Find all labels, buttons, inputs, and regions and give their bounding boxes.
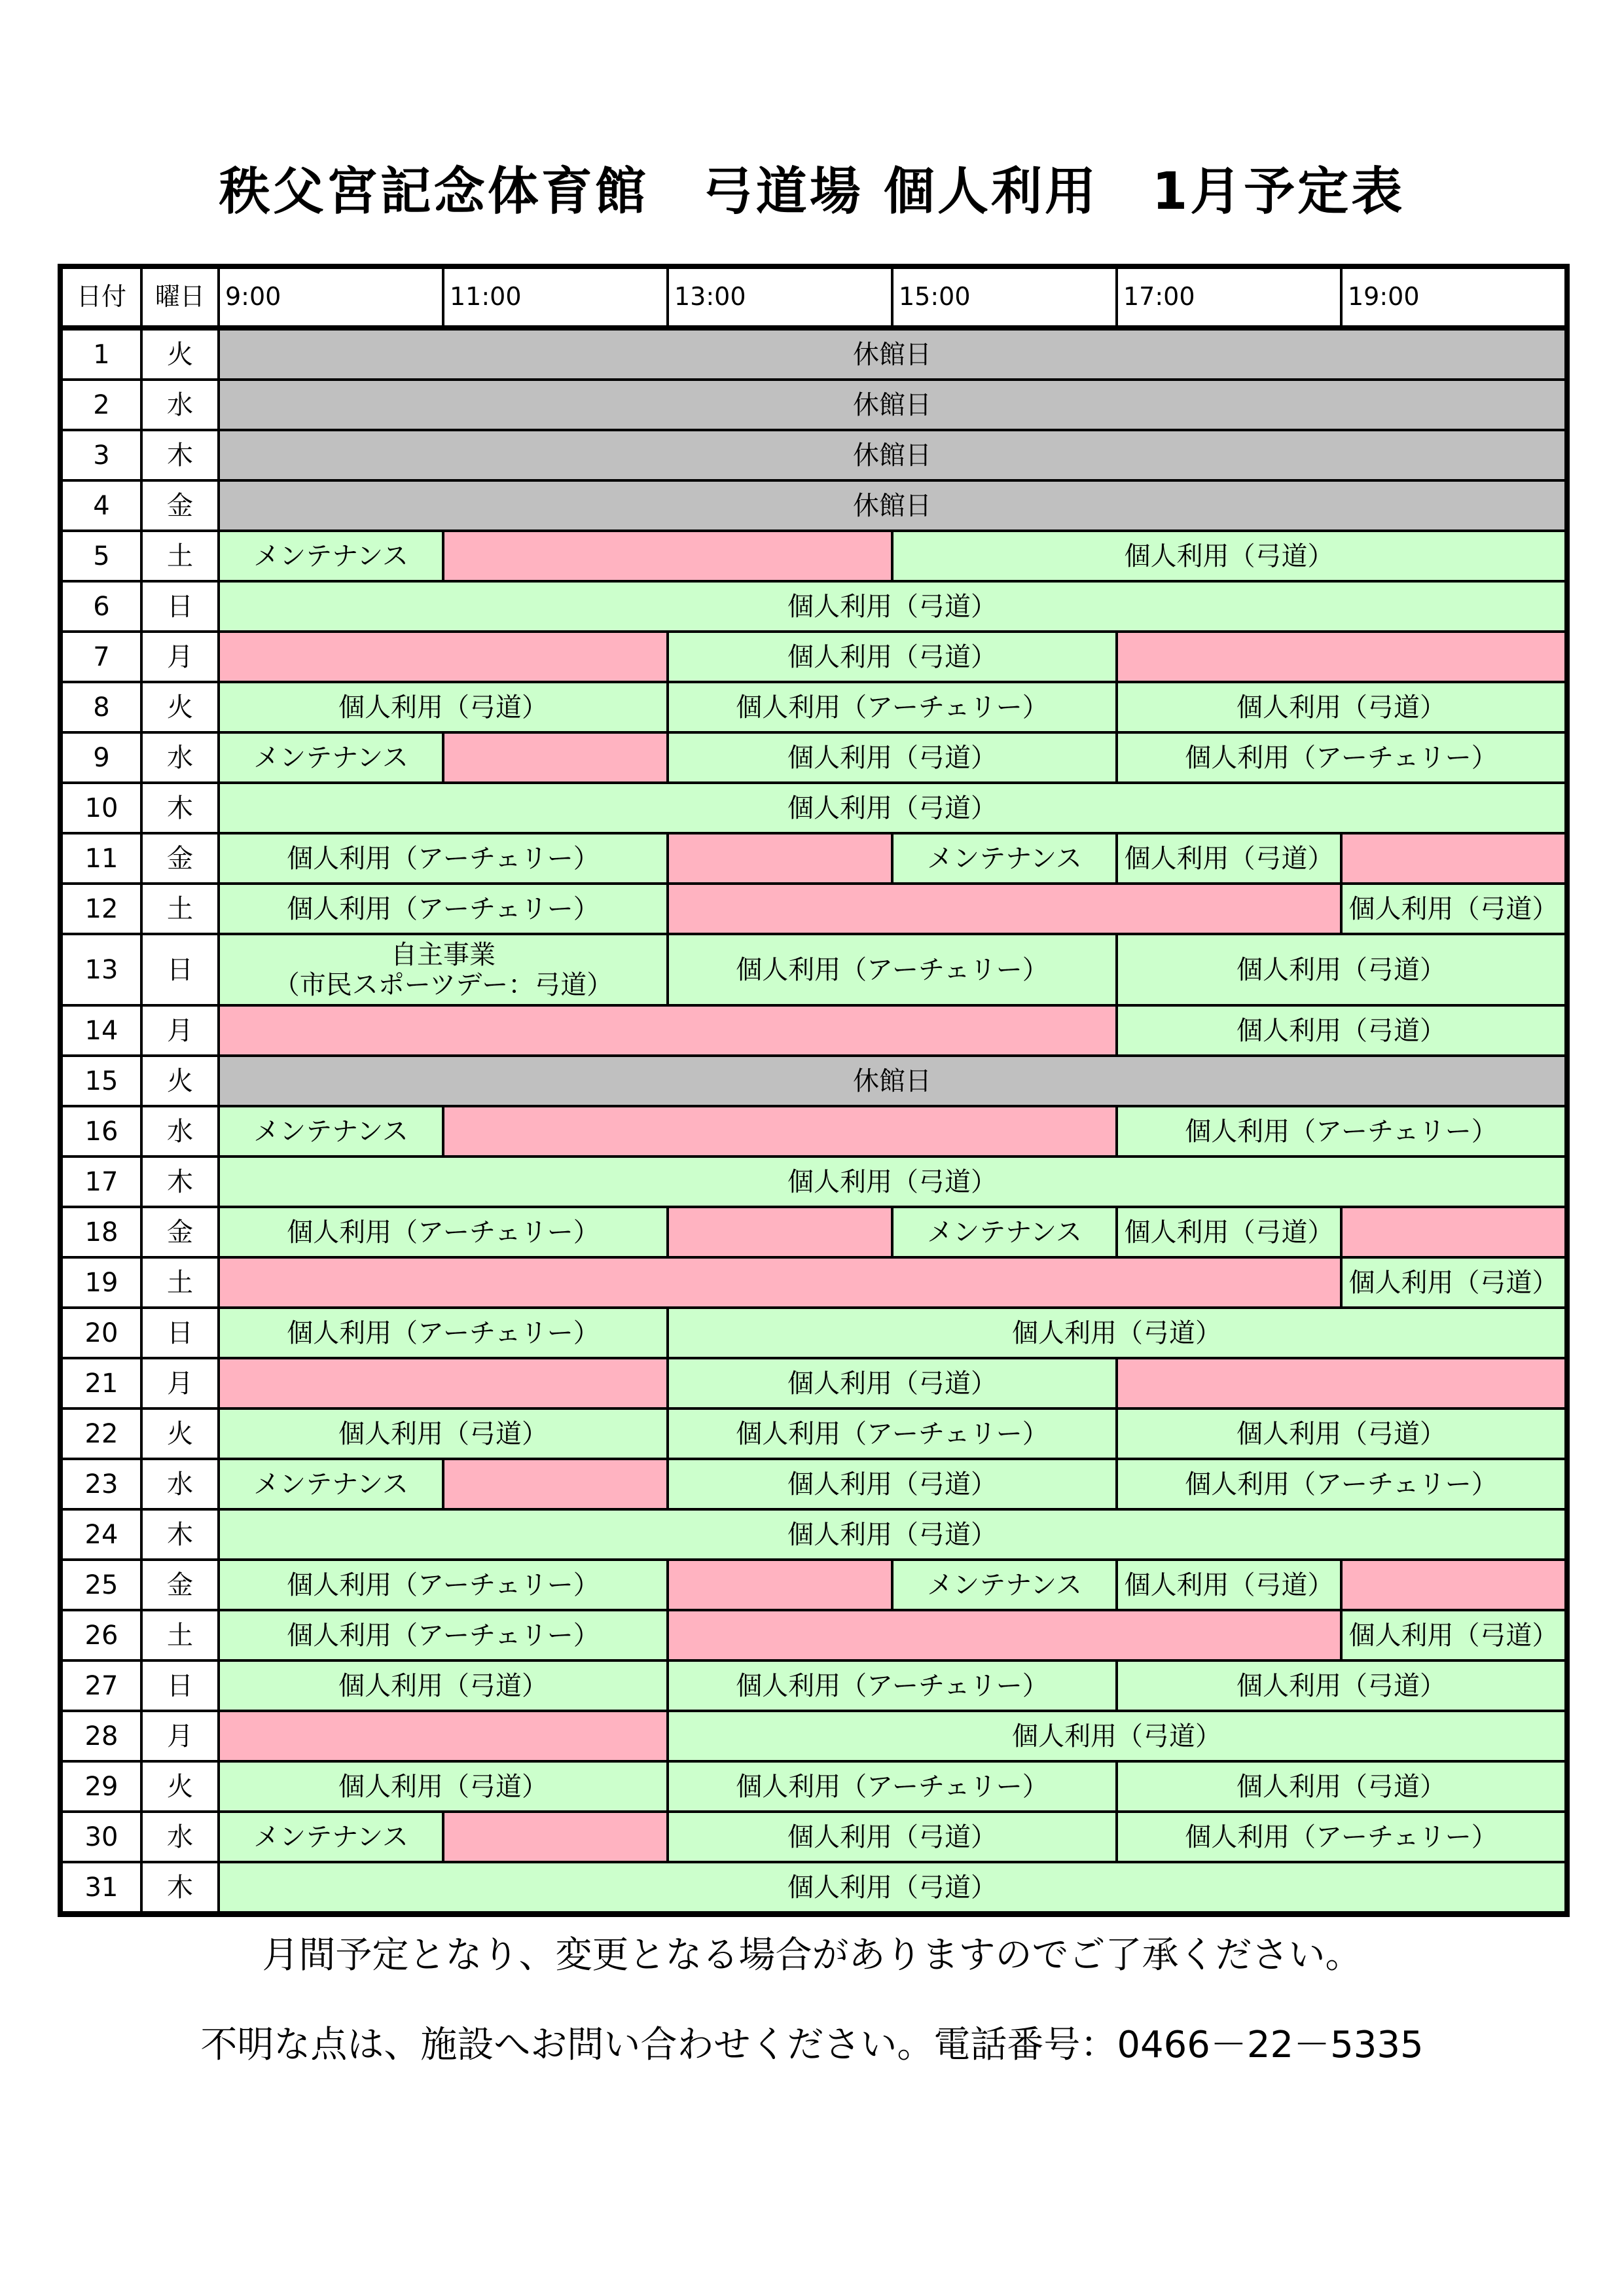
weekday-cell: 木 bbox=[143, 1158, 217, 1206]
schedule-block: 個人利用（アーチェリー） bbox=[1118, 734, 1564, 781]
date-cell: 16 bbox=[63, 1107, 140, 1155]
date-cell: 4 bbox=[63, 482, 140, 529]
schedule-block: 個人利用（弓道） bbox=[220, 683, 666, 731]
schedule-block: メンテナンス bbox=[893, 834, 1115, 882]
schedule-block: 個人利用（弓道） bbox=[220, 1158, 1564, 1206]
schedule-block-unavailable bbox=[1343, 1561, 1564, 1609]
schedule-block: 個人利用（弓道） bbox=[669, 1309, 1564, 1357]
schedule-block-unavailable bbox=[1118, 1359, 1564, 1407]
schedule-block: 個人利用（弓道） bbox=[669, 633, 1115, 681]
weekday-cell: 月 bbox=[143, 1359, 217, 1407]
schedule-block: 個人利用（アーチェリー） bbox=[1118, 1460, 1564, 1508]
schedule-block: 自主事業 （市民スポーツデー：弓道） bbox=[220, 935, 666, 1004]
weekday-cell: 日 bbox=[143, 1662, 217, 1710]
date-cell: 13 bbox=[63, 935, 140, 1004]
weekday-cell: 水 bbox=[143, 1460, 217, 1508]
date-cell: 5 bbox=[63, 532, 140, 580]
schedule-block: メンテナンス bbox=[220, 532, 442, 580]
weekday-cell: 木 bbox=[143, 1863, 217, 1911]
schedule-table bbox=[58, 264, 1570, 1917]
weekday-cell: 水 bbox=[143, 1107, 217, 1155]
schedule-block-unavailable bbox=[220, 633, 666, 681]
schedule-block: 個人利用（弓道） bbox=[669, 1813, 1115, 1861]
weekday-cell: 月 bbox=[143, 633, 217, 681]
date-cell: 12 bbox=[63, 885, 140, 933]
weekday-cell: 金 bbox=[143, 1208, 217, 1256]
schedule-block: 個人利用（アーチェリー） bbox=[220, 834, 666, 882]
schedule-block: 個人利用（弓道） bbox=[1118, 1410, 1564, 1458]
schedule-block: 個人利用（アーチェリー） bbox=[669, 935, 1115, 1004]
schedule-block: 個人利用（弓道） bbox=[220, 1863, 1564, 1911]
time-header-0900: 9:00 bbox=[220, 269, 442, 325]
schedule-block: 個人利用（アーチェリー） bbox=[220, 1561, 666, 1609]
schedule-block-unavailable bbox=[444, 532, 891, 580]
schedule-block: 個人利用（弓道） bbox=[1118, 1561, 1340, 1609]
schedule-block-closed: 休館日 bbox=[220, 431, 1564, 479]
schedule-block: 個人利用（弓道） bbox=[1343, 1259, 1564, 1306]
schedule-block: メンテナンス bbox=[220, 1813, 442, 1861]
weekday-cell: 火 bbox=[143, 331, 217, 378]
schedule-block: メンテナンス bbox=[220, 734, 442, 781]
schedule-block: 個人利用（弓道） bbox=[220, 1763, 666, 1810]
date-cell: 29 bbox=[63, 1763, 140, 1810]
weekday-cell: 土 bbox=[143, 885, 217, 933]
schedule-block-unavailable bbox=[1343, 1208, 1564, 1256]
schedule-block-unavailable bbox=[444, 1460, 666, 1508]
date-cell: 31 bbox=[63, 1863, 140, 1911]
schedule-block-unavailable bbox=[669, 885, 1340, 933]
date-cell: 21 bbox=[63, 1359, 140, 1407]
weekday-cell: 月 bbox=[143, 1712, 217, 1760]
schedule-block-unavailable bbox=[444, 1107, 1115, 1155]
weekday-cell: 土 bbox=[143, 532, 217, 580]
date-cell: 2 bbox=[63, 381, 140, 429]
date-cell: 17 bbox=[63, 1158, 140, 1206]
schedule-block-unavailable bbox=[1118, 633, 1564, 681]
schedule-block: 個人利用（アーチェリー） bbox=[220, 1611, 666, 1659]
date-cell: 15 bbox=[63, 1057, 140, 1105]
time-header-1100: 11:00 bbox=[444, 269, 666, 325]
weekday-cell: 日 bbox=[143, 583, 217, 630]
weekday-cell: 月 bbox=[143, 1007, 217, 1054]
weekday-cell: 火 bbox=[143, 1410, 217, 1458]
schedule-block-unavailable bbox=[669, 1611, 1340, 1659]
schedule-block: 個人利用（弓道） bbox=[1118, 1007, 1564, 1054]
date-cell: 7 bbox=[63, 633, 140, 681]
schedule-block: 個人利用（弓道） bbox=[1343, 1611, 1564, 1659]
schedule-block: 個人利用（弓道） bbox=[1118, 1662, 1564, 1710]
date-cell: 1 bbox=[63, 331, 140, 378]
date-cell: 23 bbox=[63, 1460, 140, 1508]
schedule-block: 個人利用（弓道） bbox=[220, 583, 1564, 630]
schedule-block-unavailable bbox=[444, 734, 666, 781]
date-cell: 10 bbox=[63, 784, 140, 832]
schedule-block: 個人利用（アーチェリー） bbox=[1118, 1813, 1564, 1861]
schedule-block: 個人利用（弓道） bbox=[669, 1460, 1115, 1508]
schedule-block: 個人利用（弓道） bbox=[1118, 1208, 1340, 1256]
schedule-block-unavailable bbox=[220, 1007, 1115, 1054]
schedule-block-unavailable bbox=[444, 1813, 666, 1861]
weekday-cell: 日 bbox=[143, 935, 217, 1004]
weekday-cell: 日 bbox=[143, 1309, 217, 1357]
date-cell: 24 bbox=[63, 1511, 140, 1558]
schedule-block-closed: 休館日 bbox=[220, 1057, 1564, 1105]
date-cell: 20 bbox=[63, 1309, 140, 1357]
schedule-block-closed: 休館日 bbox=[220, 331, 1564, 378]
date-cell: 28 bbox=[63, 1712, 140, 1760]
schedule-block-unavailable bbox=[220, 1259, 1340, 1306]
time-header-1500: 15:00 bbox=[893, 269, 1115, 325]
schedule-block-closed: 休館日 bbox=[220, 482, 1564, 529]
page-title: 秩父宮記念体育館 弓道場 個人利用 1月予定表 bbox=[219, 162, 1405, 221]
schedule-block: 個人利用（弓道） bbox=[220, 1511, 1564, 1558]
weekday-cell: 水 bbox=[143, 381, 217, 429]
schedule-block-unavailable bbox=[669, 1208, 891, 1256]
weekday-cell: 木 bbox=[143, 784, 217, 832]
date-cell: 14 bbox=[63, 1007, 140, 1054]
schedule-block: 個人利用（アーチェリー） bbox=[220, 885, 666, 933]
date-cell: 6 bbox=[63, 583, 140, 630]
schedule-block: 個人利用（弓道） bbox=[669, 1359, 1115, 1407]
schedule-block: 個人利用（弓道） bbox=[1343, 885, 1564, 933]
date-cell: 26 bbox=[63, 1611, 140, 1659]
weekday-cell: 火 bbox=[143, 1057, 217, 1105]
schedule-block: 個人利用（アーチェリー） bbox=[669, 1763, 1115, 1810]
date-cell: 22 bbox=[63, 1410, 140, 1458]
date-cell: 19 bbox=[63, 1259, 140, 1306]
weekday-cell: 木 bbox=[143, 1511, 217, 1558]
header-date: 日付 bbox=[63, 269, 140, 325]
time-header-1700: 17:00 bbox=[1118, 269, 1340, 325]
schedule-block: 個人利用（アーチェリー） bbox=[220, 1208, 666, 1256]
schedule-block: 個人利用（弓道） bbox=[220, 784, 1564, 832]
date-cell: 27 bbox=[63, 1662, 140, 1710]
schedule-block-unavailable bbox=[1343, 834, 1564, 882]
header-weekday: 曜日 bbox=[143, 269, 217, 325]
schedule-block: メンテナンス bbox=[893, 1561, 1115, 1609]
schedule-block: 個人利用（弓道） bbox=[1118, 834, 1340, 882]
date-cell: 8 bbox=[63, 683, 140, 731]
weekday-cell: 火 bbox=[143, 683, 217, 731]
weekday-cell: 火 bbox=[143, 1763, 217, 1810]
schedule-block: 個人利用（アーチェリー） bbox=[220, 1309, 666, 1357]
weekday-cell: 水 bbox=[143, 1813, 217, 1861]
schedule-block-closed: 休館日 bbox=[220, 381, 1564, 429]
schedule-block: 個人利用（弓道） bbox=[893, 532, 1564, 580]
schedule-block: メンテナンス bbox=[893, 1208, 1115, 1256]
date-cell: 30 bbox=[63, 1813, 140, 1861]
date-cell: 9 bbox=[63, 734, 140, 781]
date-cell: 25 bbox=[63, 1561, 140, 1609]
weekday-cell: 金 bbox=[143, 834, 217, 882]
schedule-block: 個人利用（弓道） bbox=[220, 1410, 666, 1458]
date-cell: 3 bbox=[63, 431, 140, 479]
schedule-block: 個人利用（弓道） bbox=[1118, 935, 1564, 1004]
date-cell: 18 bbox=[63, 1208, 140, 1256]
schedule-block-unavailable bbox=[669, 834, 891, 882]
weekday-cell: 水 bbox=[143, 734, 217, 781]
schedule-block-unavailable bbox=[669, 1561, 891, 1609]
weekday-cell: 木 bbox=[143, 431, 217, 479]
schedule-block-unavailable bbox=[220, 1712, 666, 1760]
schedule-block: 個人利用（弓道） bbox=[1118, 1763, 1564, 1810]
schedule-block: 個人利用（弓道） bbox=[669, 734, 1115, 781]
weekday-cell: 金 bbox=[143, 1561, 217, 1609]
schedule-block: メンテナンス bbox=[220, 1460, 442, 1508]
schedule-block: 個人利用（アーチェリー） bbox=[669, 1662, 1115, 1710]
schedule-block: 個人利用（アーチェリー） bbox=[1118, 1107, 1564, 1155]
schedule-block: メンテナンス bbox=[220, 1107, 442, 1155]
weekday-cell: 金 bbox=[143, 482, 217, 529]
time-header-1900: 19:00 bbox=[1343, 269, 1564, 325]
weekday-cell: 土 bbox=[143, 1611, 217, 1659]
note-schedule-change: 月間予定となり、変更となる場合がありますのでご了承ください。 bbox=[262, 1934, 1362, 1977]
schedule-block: 個人利用（アーチェリー） bbox=[669, 1410, 1115, 1458]
schedule-block: 個人利用（弓道） bbox=[220, 1662, 666, 1710]
weekday-cell: 土 bbox=[143, 1259, 217, 1306]
schedule-block-unavailable bbox=[220, 1359, 666, 1407]
schedule-block: 個人利用（弓道） bbox=[669, 1712, 1564, 1760]
note-contact: 不明な点は、施設へお問い合わせください。電話番号：0466－22－5335 bbox=[200, 2024, 1424, 2066]
schedule-block: 個人利用（弓道） bbox=[1118, 683, 1564, 731]
date-cell: 11 bbox=[63, 834, 140, 882]
schedule-block: 個人利用（アーチェリー） bbox=[669, 683, 1115, 731]
time-header-1300: 13:00 bbox=[669, 269, 891, 325]
